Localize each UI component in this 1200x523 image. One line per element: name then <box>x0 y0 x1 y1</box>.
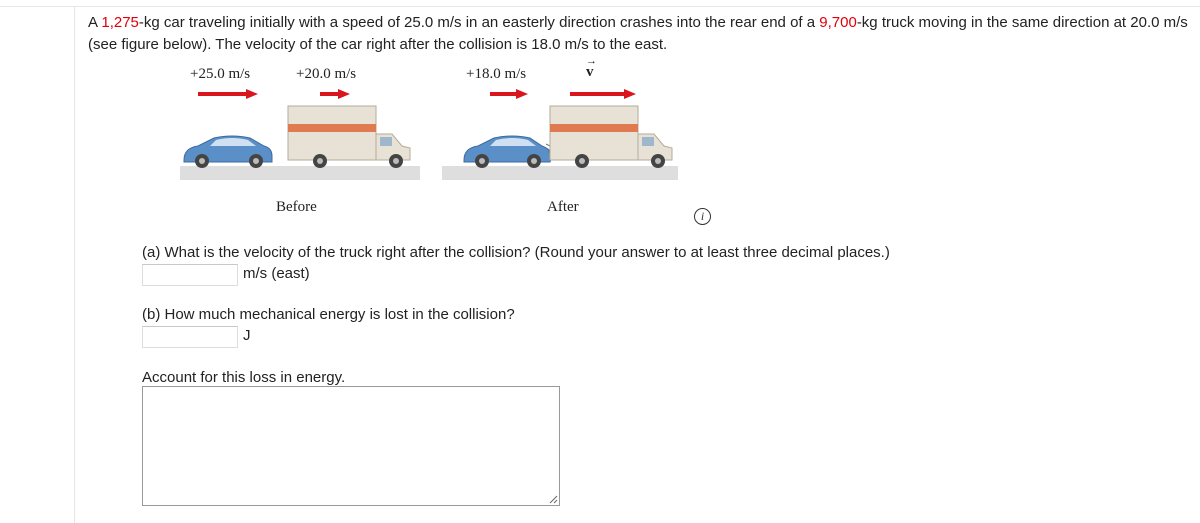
question-c-text: Account for this loss in energy. <box>142 369 346 386</box>
figure-drawing <box>170 55 690 230</box>
truck-after-arrow <box>570 89 636 99</box>
truck-after-image <box>550 106 672 168</box>
caption-after: After <box>547 199 579 215</box>
question-a-text: (a) What is the velocity of the truck right after the collision? (Round your answer to at least three decimal places.) <box>142 244 890 261</box>
top-border <box>0 0 1200 7</box>
question-b-text: (b) How much mechanical energy is lost in the collision? <box>142 306 515 323</box>
truck-speed-before-label: +20.0 m/s <box>296 66 357 82</box>
explanation-textarea[interactable] <box>142 386 560 506</box>
question-a-unit: m/s (east) <box>243 265 310 282</box>
energy-answer-input[interactable] <box>142 326 238 348</box>
velocity-answer-input[interactable] <box>142 264 238 286</box>
left-border <box>74 6 75 523</box>
car-mass-value: 1,275 <box>101 14 139 31</box>
car-after-arrow <box>490 89 528 99</box>
info-icon[interactable]: i <box>694 208 711 225</box>
car-speed-after-label: +18.0 m/s <box>466 66 527 82</box>
road-after <box>442 166 678 180</box>
truck-before-image <box>288 106 410 168</box>
car-before-arrow <box>198 89 258 99</box>
car-after-image <box>464 136 556 168</box>
car-before-image <box>184 136 272 168</box>
truck-before-arrow <box>320 89 350 99</box>
resize-handle-icon[interactable] <box>548 494 558 504</box>
caption-before: Before <box>276 199 317 215</box>
road-before <box>180 166 420 180</box>
collision-figure <box>170 55 690 230</box>
truck-mass-value: 9,700 <box>819 14 857 31</box>
problem-statement: A 1,275-kg car traveling initially with a speed of 25.0 m/s in an easterly direction crashes into the rear end of a 9,700-kg truck moving in the same direction at 20.0 m/s (see figure below). The velocity of the car right after the collision is 18.0 m/s to the east. <box>88 14 1188 53</box>
question-b-unit: J <box>243 327 251 344</box>
car-speed-before-label: +25.0 m/s <box>190 66 251 82</box>
truck-velocity-after-label: → v <box>586 55 597 80</box>
